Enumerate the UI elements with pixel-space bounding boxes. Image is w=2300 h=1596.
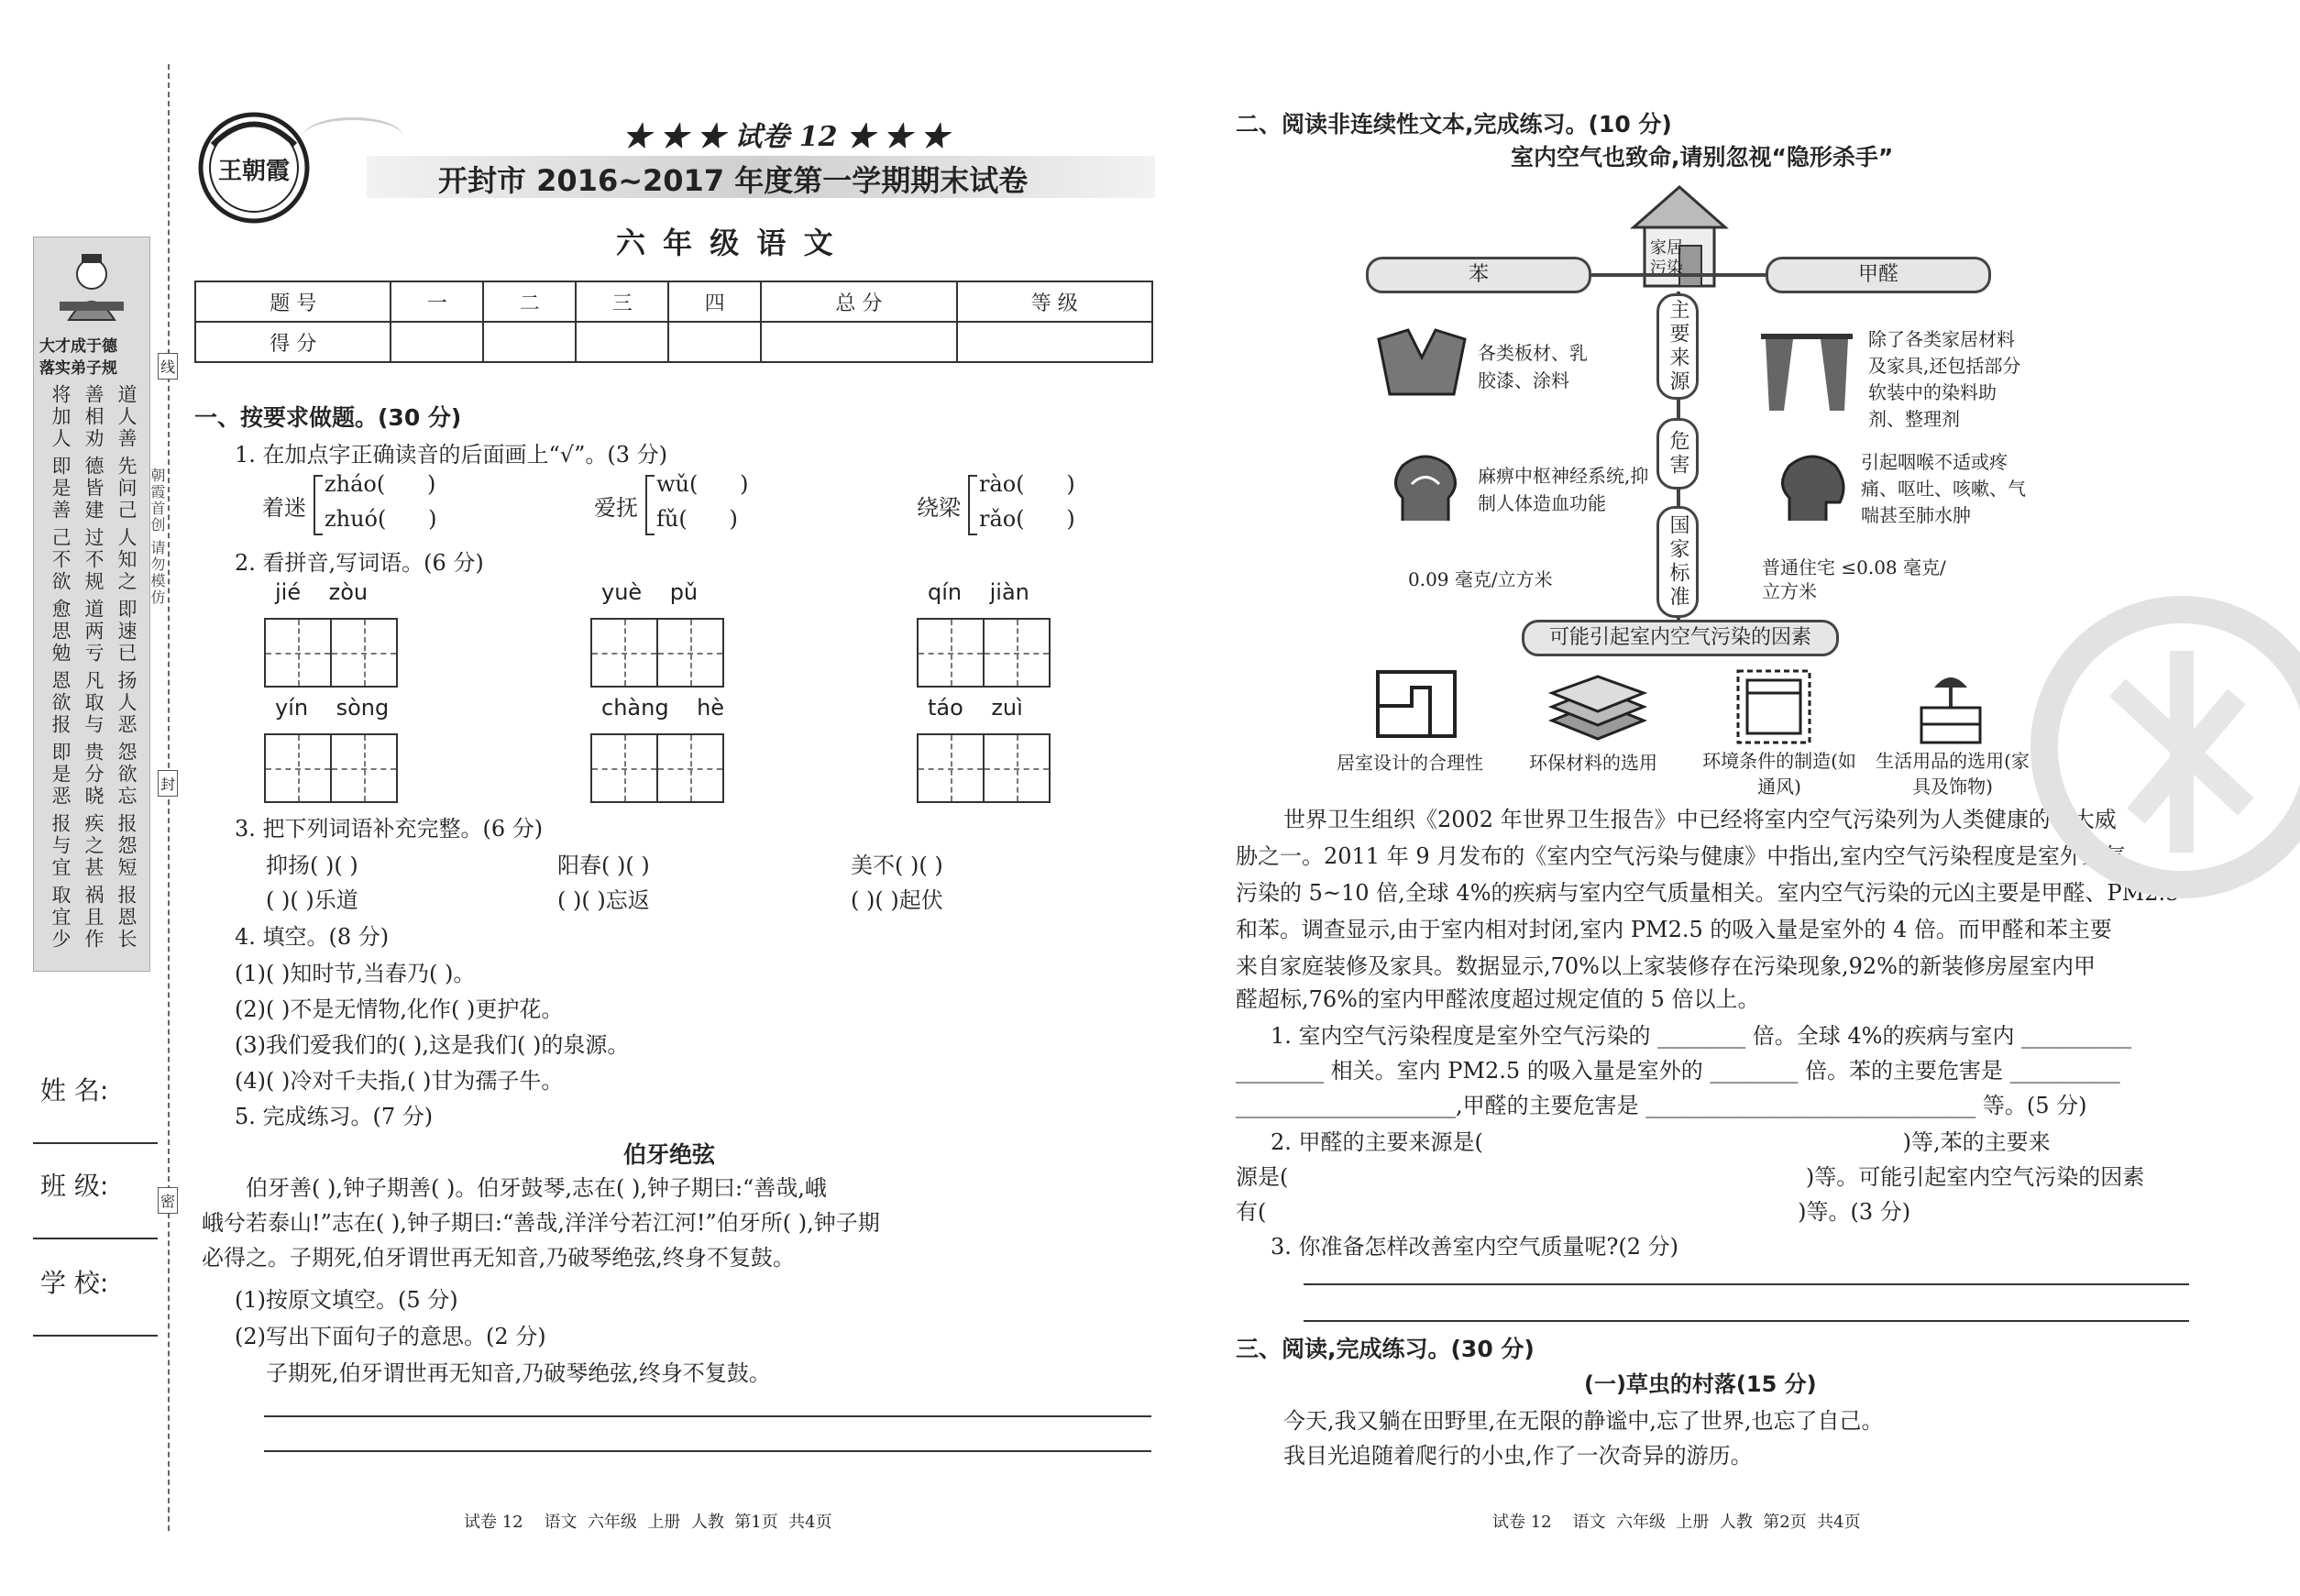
benzene-pill: 苯 <box>1366 257 1591 293</box>
writing-box[interactable] <box>330 618 398 688</box>
dizigui-column: 凡取与 <box>83 670 105 736</box>
name-field[interactable] <box>33 1142 158 1144</box>
dizigui-column: 己不欲 <box>50 527 72 593</box>
writing-box[interactable] <box>590 618 658 688</box>
logo-text: 王朝霞 <box>218 158 291 185</box>
score-cell[interactable] <box>483 322 576 362</box>
reading-line: 今天,我又躺在田野里,在无限的静谧中,忘了世界,也忘了自己。 <box>1283 1408 1884 1434</box>
formaldehyde-harm: 引起咽喉不适或疼痛、呕吐、咳嗽、气喘甚至肺水肿 <box>1861 451 2026 526</box>
q5-passage-line: 峨兮若泰山!”志在( ),钟子期曰:“善哉,洋洋兮若江河!”伯牙所( ),钟子期 <box>202 1210 880 1236</box>
writing-box[interactable] <box>264 618 332 688</box>
benzene-source: 各类板材、乳胶漆、涂料 <box>1478 342 1588 391</box>
q5-sentence: 子期死,伯牙谓世再无知音,乃破琴绝弦,终身不复鼓。 <box>266 1360 771 1386</box>
ribbon-decoration <box>303 117 403 157</box>
head-brain-icon <box>1384 447 1467 530</box>
dizigui-column: 过不规 <box>83 527 105 593</box>
dizigui-column: 怨欲忘 <box>116 742 138 808</box>
factor-label: 生活用品的选用(家具及饰物) <box>1876 750 2030 798</box>
passage-line: 醛超标,76%的室内甲醛浓度超过规定值的 5 倍以上。 <box>1236 986 1760 1012</box>
dizigui-column: 德皆建 <box>83 456 105 522</box>
left-page-footer: 试卷 12 语文 六年级 上册 人教 第1页 共4页 <box>464 1513 832 1532</box>
diagram-title: 室内空气也致命,请别忽视“隐形杀手” <box>1511 144 1894 171</box>
reading-title: (一)草虫的村落(15 分) <box>1584 1371 1817 1397</box>
q1-option[interactable]: wǔ( ) <box>656 471 749 497</box>
class-label: 班 级: <box>40 1171 109 1201</box>
center-label-harm: 危害 <box>1656 418 1699 490</box>
dizigui-column: 贵分晓 <box>83 742 105 808</box>
floorplan-icon <box>1375 669 1458 739</box>
school-label: 学 校: <box>40 1268 109 1298</box>
factor-label: 环保材料的选用 <box>1529 752 1657 774</box>
q2-pinyin: táo zuì <box>928 695 1023 721</box>
answer-line[interactable] <box>1304 1320 2189 1322</box>
score-header-cell: 等 级 <box>957 281 1152 322</box>
q1-line: 1. 室内空气污染程度是室外空气污染的 ________ 倍。全球 4%的疾病与室内 __________ <box>1271 1023 2132 1049</box>
q3-item: ( )( )忘返 <box>557 887 650 913</box>
q2-pinyin: yuè pǔ <box>601 579 699 605</box>
section1-title: 一、按要求做题。(30 分) <box>194 404 462 431</box>
score-header-cell: 三 <box>576 281 668 322</box>
q1-line: ____________________,甲醛的主要危害是 ______________________________ 等。(5 分) <box>1236 1093 2087 1118</box>
board-icon <box>1371 321 1472 403</box>
curtain-icon <box>1756 330 1857 413</box>
q1-option[interactable]: fǔ( ) <box>656 506 738 532</box>
dizigui-column: 人知之 <box>116 527 138 593</box>
q4-item: (4)( )冷对千夫指,( )甘为孺子牛。 <box>235 1068 564 1094</box>
dizigui-column: 即是恶 <box>50 742 72 808</box>
q1-brace <box>314 475 323 535</box>
dashed-binding-line <box>168 64 170 1531</box>
writing-box[interactable] <box>983 618 1051 688</box>
dizigui-column: 将加人 <box>50 384 72 450</box>
dizigui-column: 疾之甚 <box>83 813 105 879</box>
seal-char-3: 密 <box>158 1187 178 1214</box>
dizigui-column: 即速已 <box>116 599 138 665</box>
answer-line[interactable] <box>264 1415 1151 1417</box>
q2-line: 有( )等。(3 分) <box>1236 1199 1911 1225</box>
writing-box[interactable] <box>983 733 1051 803</box>
formaldehyde-standard: 普通住宅 ≤0.08 毫克/立方米 <box>1762 556 1946 602</box>
q3-item: ( )( )起伏 <box>851 887 943 913</box>
writing-box[interactable] <box>264 733 332 803</box>
score-cell[interactable] <box>957 322 1152 362</box>
q1-word: 绕梁 <box>917 495 961 521</box>
passage-line: 来自家庭装修及家具。数据显示,70%以上家装修存在污染现象,92%的新装修房屋室内甲 <box>1236 953 2096 979</box>
score-cell[interactable] <box>668 322 761 362</box>
q1-line: ________ 相关。室内 PM2.5 的吸入量是室外的 ________ 倍。苯的主要危害是 __________ <box>1236 1058 2120 1084</box>
formaldehyde-pill: 甲醛 <box>1766 257 1991 293</box>
subject-title: 六 年 级 语 文 <box>616 226 837 260</box>
section2-title: 二、阅读非连续性文本,完成练习。(10 分) <box>1236 111 1672 138</box>
writing-box[interactable] <box>330 733 398 803</box>
q2-line: 2. 甲醛的主要来源是( )等,苯的主要来 <box>1271 1129 2051 1155</box>
dizigui-column: 恩欲报 <box>50 670 72 736</box>
q1-option[interactable]: rào( ) <box>979 471 1075 497</box>
q3-item: ( )( )乐道 <box>266 887 358 913</box>
factors-title: 可能引起室内空气污染的因素 <box>1522 620 1839 656</box>
reading-line: 我目光追随着爬行的小虫,作了一次奇异的游历。 <box>1283 1443 1753 1469</box>
section3-title: 三、阅读,完成练习。(30 分) <box>1236 1336 1535 1362</box>
factor-label: 居室设计的合理性 <box>1337 752 1483 774</box>
writing-box[interactable] <box>656 618 724 688</box>
q3-right: 3. 你准备怎样改善室内空气质量呢?(2 分) <box>1271 1234 1679 1260</box>
house-label: 家居污染 <box>1650 238 1683 278</box>
score-cell[interactable] <box>576 322 668 362</box>
writing-box[interactable] <box>656 733 724 803</box>
score-header-cell: 一 <box>391 281 483 322</box>
q3-item: 阳春( )( ) <box>557 853 650 878</box>
seal-char-1: 线 <box>158 353 178 380</box>
dizigui-column: 报恩长 <box>116 885 138 951</box>
q1-brace <box>645 475 655 535</box>
score-header-cell: 四 <box>668 281 761 322</box>
q5-prompt: 5. 完成练习。(7 分) <box>235 1104 434 1129</box>
dizigui-column: 愈思勉 <box>50 599 72 665</box>
q2-pinyin: qín jiàn <box>928 579 1029 605</box>
center-label-standard: 国家标准 <box>1656 506 1699 618</box>
writing-box[interactable] <box>917 733 985 803</box>
furniture-icon <box>1914 667 1987 746</box>
score-header-cell: 题 号 <box>195 281 391 322</box>
q2-prompt: 2. 看拼音,写词语。(6 分) <box>235 550 484 576</box>
dizigui-column: 祸且作 <box>83 885 105 951</box>
motto-line-2: 落实弟子规 <box>39 359 117 378</box>
q2-pinyin: yín sòng <box>275 695 390 721</box>
formaldehyde-source: 除了各类家居材料及家具,还包括部分软装中的染料助剂、整理剂 <box>1868 328 2021 430</box>
school-field[interactable] <box>33 1335 158 1337</box>
name-label: 姓 名: <box>40 1075 109 1106</box>
passage-line: 胁之一。2011 年 9 月发布的《室内空气污染与健康》中指出,室内空气污染程度是室外空气 <box>1236 843 2126 869</box>
q1-option[interactable]: zháo( ) <box>325 471 436 497</box>
motto-panel <box>33 237 150 972</box>
seal-char-2: 封 <box>158 770 178 797</box>
score-header-cell: 总 分 <box>761 281 956 322</box>
passage-line: 和苯。调查显示,由于室内相对封闭,室内 PM2.5 的吸入量是室外的 4 倍。而甲醛和苯主要 <box>1236 917 2112 942</box>
window-icon <box>1733 666 1815 748</box>
score-cell[interactable] <box>391 322 483 362</box>
side-note: 朝霞首创 请勿模仿 <box>149 468 166 607</box>
q1-word: 爱抚 <box>594 495 638 521</box>
scholar-figure-icon <box>50 247 133 329</box>
score-header-cell: 二 <box>483 281 576 322</box>
passage-line: 污染的 5~10 倍,全球 4%的疾病与室内空气质量相关。室内空气污染的元凶主要是甲醛、PM2.5 <box>1236 880 2180 906</box>
score-header-row <box>195 281 1152 322</box>
q3-item: 抑扬( )( ) <box>266 853 358 878</box>
q5-passage-line: 必得之。子期死,伯牙谓世再无知音,乃破琴绝弦,终身不复鼓。 <box>202 1245 795 1271</box>
answer-line[interactable] <box>264 1450 1151 1452</box>
benzene-harm: 麻痹中枢神经系统,抑制人体造血功能 <box>1478 465 1649 514</box>
q3-item: 美不( )( ) <box>851 853 943 878</box>
dizigui-columns <box>38 384 148 962</box>
q5-passage-title: 伯牙绝弦 <box>623 1141 716 1168</box>
q4-item: (1)( )知时节,当春乃( )。 <box>235 961 476 986</box>
dizigui-column: 道人善 <box>116 384 138 450</box>
series-label: ★ ★ ★ 试卷 12 ★ ★ ★ <box>623 121 949 153</box>
dizigui-column: 先问己 <box>116 456 138 522</box>
benzene-standard: 0.09 毫克/立方米 <box>1408 568 1553 590</box>
dizigui-column: 报与宜 <box>50 813 72 879</box>
q1-option[interactable]: rǎo( ) <box>979 506 1075 532</box>
q4-item: (2)( )不是无情物,化作( )更护花。 <box>235 996 564 1022</box>
dizigui-column: 善相劝 <box>83 384 105 450</box>
class-field[interactable] <box>33 1238 158 1239</box>
exam-title: 开封市 2016~2017 年度第一学期期末试卷 <box>438 163 1029 198</box>
q4-item: (3)我们爱我们的( ),这是我们( )的泉源。 <box>235 1032 630 1058</box>
center-label-source: 主要来源 <box>1656 293 1699 400</box>
dizigui-column: 扬人恶 <box>116 670 138 736</box>
writing-box[interactable] <box>917 618 985 688</box>
score-cell[interactable] <box>761 322 956 362</box>
q2-pinyin: chàng hè <box>601 695 725 721</box>
passage-line: 世界卫生组织《2002 年世界卫生报告》中已经将室内空气污染列为人类健康的十大威 <box>1283 807 2117 832</box>
watermark-seal-icon <box>2026 596 2300 898</box>
q5-sub2: (2)写出下面句子的意思。(2 分) <box>235 1324 546 1349</box>
q1-option[interactable]: zhuó( ) <box>325 506 437 532</box>
head-throat-icon <box>1771 447 1854 530</box>
q1-prompt: 1. 在加点字正确读音的后面画上“√”。(3 分) <box>235 442 667 468</box>
score-row-label: 得 分 <box>195 322 391 362</box>
dizigui-column: 取宜少 <box>50 885 72 951</box>
q5-passage-line: 伯牙善( ),钟子期善( )。伯牙鼓琴,志在( ),钟子期曰:“善哉,峨 <box>246 1175 827 1201</box>
score-table <box>194 281 1153 363</box>
dizigui-column: 道两亏 <box>83 599 105 665</box>
score-value-row <box>195 322 1152 362</box>
q2-line: 源是( )等。可能引起室内空气污染的因素 <box>1236 1164 2145 1190</box>
answer-line[interactable] <box>1304 1283 2189 1285</box>
q3-prompt: 3. 把下列词语补充完整。(6 分) <box>235 816 544 842</box>
motto-line-1: 大才成于德 <box>39 337 117 356</box>
dizigui-column: 即是善 <box>50 456 72 522</box>
right-page-footer: 试卷 12 语文 六年级 上册 人教 第2页 共4页 <box>1492 1513 1861 1532</box>
dizigui-column: 报怨短 <box>116 813 138 879</box>
q1-word: 着迷 <box>262 495 306 521</box>
factor-label: 环境条件的制造(如通风) <box>1702 750 1856 798</box>
q1-brace <box>968 475 977 535</box>
writing-box[interactable] <box>590 733 658 803</box>
q2-pinyin: jié zòu <box>275 579 369 605</box>
q4-prompt: 4. 填空。(8 分) <box>235 924 390 950</box>
q5-sub1: (1)按原文填空。(5 分) <box>235 1287 458 1313</box>
material-layers-icon <box>1547 675 1648 744</box>
